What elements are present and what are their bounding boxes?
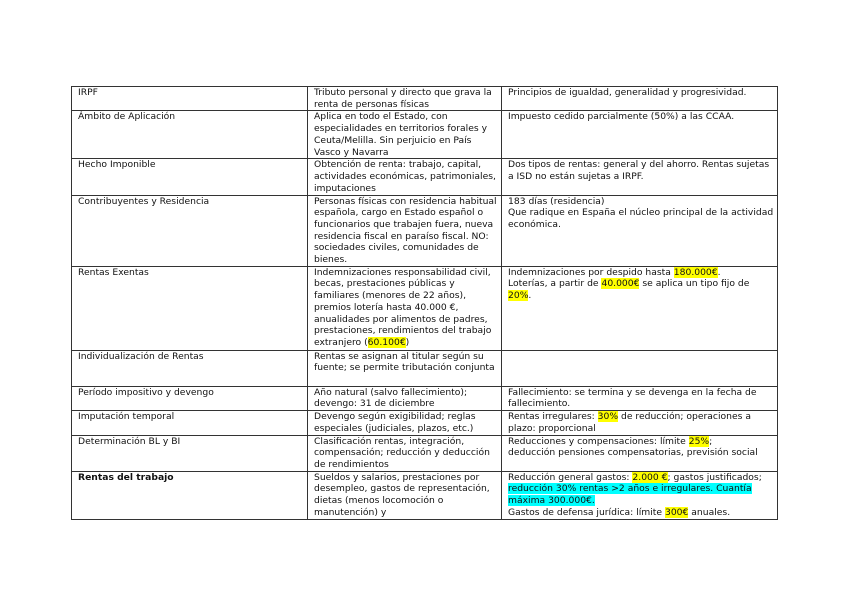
highlighted-text: 180.000€ xyxy=(673,266,718,278)
notes-cell xyxy=(502,87,778,111)
description-text: Clasificación rentas, integración, compensación; reducción y deducción de rendimientos xyxy=(314,435,490,470)
highlighted-text: 60.100€ xyxy=(367,336,406,348)
text-run: Rentas irregulares: xyxy=(508,411,598,423)
notes-cell xyxy=(502,386,778,410)
concept-label: Imputación temporal xyxy=(78,411,175,423)
highlighted-text: 40.000€ xyxy=(601,278,640,290)
table-row xyxy=(72,159,778,195)
description-cell xyxy=(308,266,502,350)
description-text: Tributo personal y directo que grava la renta de personas físicas xyxy=(314,87,492,110)
highlighted-text: 30% xyxy=(597,411,619,423)
concept-cell xyxy=(72,195,308,266)
concept-cell xyxy=(72,87,308,111)
text-run: Impuesto cedido parcialmente (50%) a las CCAA. xyxy=(508,111,735,123)
text-run: Reducción general gastos: xyxy=(508,471,633,483)
description-cell xyxy=(308,159,502,195)
description-cell xyxy=(308,111,502,159)
table-row xyxy=(72,411,778,435)
highlighted-text: 300€ xyxy=(664,506,689,518)
description-cell xyxy=(308,471,502,519)
text-run: Indemnizaciones responsabilidad civil, becas, prestaciones públicas y familiares (menores de 22 años), premios lotería hasta 40.000 €, anualidades por alimentos de padres, prestaciones, rendimientos del trabajo extranjero ( xyxy=(314,266,492,348)
description-text: Aplica en todo el Estado, con especialidades en territorios forales y Ceuta/Melilla. Sin perjuicio en País Vasco y Navarra xyxy=(314,111,488,158)
description-cell xyxy=(308,350,502,386)
table-row xyxy=(72,111,778,159)
text-run: deducción pensiones compensatorias, previsión social xyxy=(508,447,758,459)
notes-cell xyxy=(502,266,778,350)
table-row xyxy=(72,435,778,471)
concept-label: Hecho Imponible xyxy=(78,159,156,171)
text-run: Loterías, a partir de xyxy=(508,278,602,290)
text-run: Reducciones y compensaciones: límite xyxy=(508,435,689,447)
notes-cell xyxy=(502,111,778,159)
table-row xyxy=(72,195,778,266)
text-run: se aplica un tipo fijo de xyxy=(639,278,750,290)
description-text: Año natural (salvo fallecimiento); devengo: 31 de diciembre xyxy=(314,386,468,410)
description-cell xyxy=(308,195,502,266)
table-body xyxy=(72,87,778,520)
text-run: Dos tipos de rentas: general y del ahorro. Rentas sujetas a ISD no están sujetas a IRPF. xyxy=(508,159,770,183)
text-run: 183 días (residencia) xyxy=(508,195,605,207)
text-run: ; xyxy=(709,435,713,447)
concept-label: Período impositivo y devengo xyxy=(78,386,214,398)
highlighted-text: 2.000 € xyxy=(632,471,668,483)
notes-cell xyxy=(502,411,778,435)
text-run: ) xyxy=(405,336,410,348)
text-run: . xyxy=(528,290,532,302)
table-row xyxy=(72,87,778,111)
concept-cell xyxy=(72,435,308,471)
concept-cell xyxy=(72,386,308,410)
text-run: Principios de igualdad, generalidad y progresividad. xyxy=(508,87,747,98)
description-text: Sueldos y salarios, prestaciones por desempleo, gastos de representación, dietas (menos locomoción o manutención) y xyxy=(314,471,490,518)
text-run: Indemnizaciones por despido hasta xyxy=(508,266,674,278)
description-cell xyxy=(308,435,502,471)
description-cell xyxy=(308,411,502,435)
concept-cell xyxy=(72,471,308,519)
description-cell xyxy=(308,386,502,410)
description-text: Devengo según exigibilidad; reglas especiales (judiciales, plazos, etc.) xyxy=(314,411,476,434)
concept-cell xyxy=(72,111,308,159)
table-row xyxy=(72,471,778,519)
text-run: Gastos de defensa jurídica: límite xyxy=(508,506,665,518)
concept-label: Rentas Exentas xyxy=(78,266,149,278)
description-text: Obtención de renta: trabajo, capital, actividades económicas, patrimoniales, imputaciones xyxy=(314,159,496,194)
description-text: Rentas se asignan al titular según su fuente; se permite tributación conjunta xyxy=(314,350,495,374)
description-cell xyxy=(308,87,502,111)
notes-cell xyxy=(502,471,778,519)
notes-cell xyxy=(502,435,778,471)
notes-cell xyxy=(502,159,778,195)
highlighted-text: 25% xyxy=(688,435,710,447)
notes-cell xyxy=(502,195,778,266)
concept-cell xyxy=(72,159,308,195)
concept-label: Ámbito de Aplicación xyxy=(78,111,176,123)
text-run: . xyxy=(717,266,721,278)
table-row xyxy=(72,350,778,386)
table-row xyxy=(72,266,778,350)
concept-label: Rentas del trabajo xyxy=(78,471,174,483)
table-row xyxy=(72,386,778,410)
concept-cell xyxy=(72,350,308,386)
concept-label: Contribuyentes y Residencia xyxy=(78,195,210,207)
text-run: anuales. xyxy=(688,506,731,518)
text-run: Que radique en España el núcleo principal de la actividad económica. xyxy=(508,207,774,230)
concept-label: IRPF xyxy=(78,87,98,98)
highlighted-text: reducción 30% rentas >2 años e irregulares. Cuantía máxima 300.000€. xyxy=(508,483,752,507)
irpf-summary-table xyxy=(71,86,778,520)
text-run: Fallecimiento: se termina y se devenga en la fecha de fallecimiento. xyxy=(508,386,757,410)
text-run: de reducción; operaciones a plazo: proporcional xyxy=(508,411,751,434)
text-run: ; gastos justificados; xyxy=(667,471,762,483)
concept-cell xyxy=(72,266,308,350)
highlighted-text: 20% xyxy=(508,290,529,302)
description-text: Personas físicas con residencia habitual española, cargo en Estado español o funcionarios que trabajen fuera, nueva residencia fiscal en paraíso fiscal. NO: sociedades civiles, comunidades de bienes. xyxy=(314,195,497,266)
concept-label: Individualización de Rentas xyxy=(78,350,204,362)
concept-cell xyxy=(72,411,308,435)
notes-cell xyxy=(502,350,778,386)
concept-label: Determinación BL y BI xyxy=(78,435,181,447)
